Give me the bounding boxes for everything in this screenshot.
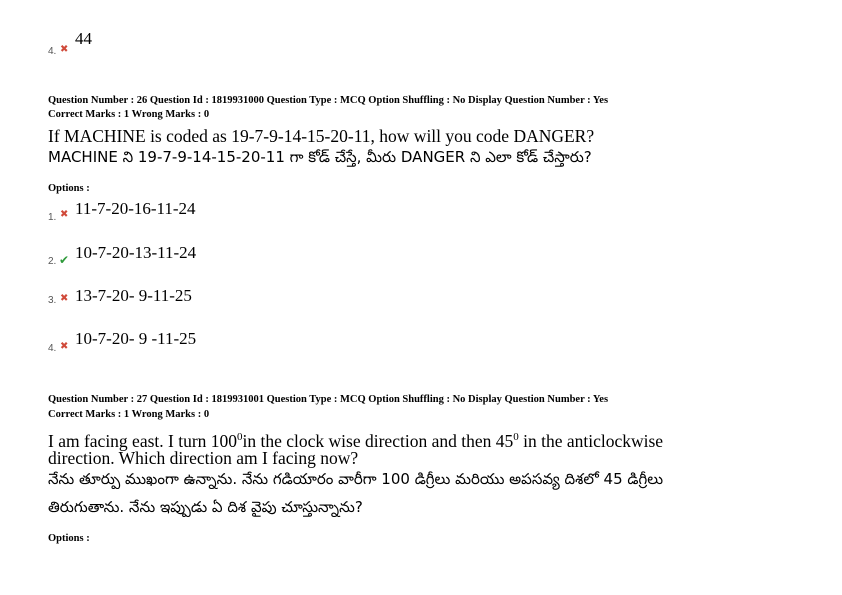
- q27-options-label: Options :: [48, 533, 90, 544]
- q26-meta-line2: Correct Marks : 1 Wrong Marks : 0: [48, 109, 210, 120]
- q27-text-part: in the clock wise direction and then 45: [242, 430, 514, 451]
- option-number: 4.: [48, 343, 57, 354]
- option-number: 2.: [48, 256, 57, 267]
- q27-meta-line2: Correct Marks : 1 Wrong Marks : 0: [48, 409, 210, 420]
- q27-meta-line1: Question Number : 27 Question Id : 1819931001 Question Type : MCQ Option Shuffling : No Display Question Number : Yes: [48, 394, 609, 405]
- cross-icon: ✖: [60, 209, 69, 220]
- q26-meta-line1: Question Number : 26 Question Id : 1819931000 Question Type : MCQ Option Shuffling : No Display Question Number : Yes: [48, 95, 609, 106]
- cross-icon: ✖: [60, 341, 69, 352]
- cross-icon: ✖: [60, 293, 69, 304]
- q26-question-text-en: If MACHINE is coded as 19-7-9-14-15-20-11, how will you code DANGER?: [48, 126, 595, 146]
- cross-icon: ✖: [60, 44, 69, 55]
- option-number: 4.: [48, 46, 57, 57]
- q27-question-text-te-line2: తిరుగుతాను. నేను ఇప్పుడు ఏ దిశ వైపు చూస్తున్నాను?: [48, 498, 363, 516]
- q26-options-label: Options :: [48, 183, 90, 194]
- option-text: 44: [75, 29, 92, 48]
- q27-question-text-en-line2: direction. Which direction am I facing now?: [48, 448, 359, 468]
- degree-superscript: 0: [237, 431, 243, 443]
- option-text: 10-7-20-13-11-24: [75, 243, 197, 262]
- option-number: 3.: [48, 295, 57, 306]
- degree-superscript: 0: [513, 431, 519, 443]
- option-text: 13-7-20- 9-11-25: [75, 286, 192, 305]
- option-number: 1.: [48, 212, 57, 223]
- option-text: 11-7-20-16-11-24: [75, 199, 196, 218]
- q27-text-part: in the anticlockwise: [518, 430, 664, 451]
- q27-text-part: I am facing east. I turn 100: [48, 430, 238, 451]
- check-icon: ✔: [59, 253, 70, 267]
- q27-question-text-te-line1: నేను తూర్పు ముఖంగా ఉన్నాను. నేను గడియారం వారీగా 100 డిగ్రీలు మరియు అపసవ్య దిశలో 45 డిగ్రీలు: [48, 470, 664, 488]
- q26-question-text-te: MACHINE ని 19-7-9-14-15-20-11 గా కోడ్ చేస్తే, మీరు DANGER ని ఎలా కోడ్ చేస్తారు?: [48, 148, 592, 166]
- option-text: 10-7-20- 9 -11-25: [75, 329, 197, 348]
